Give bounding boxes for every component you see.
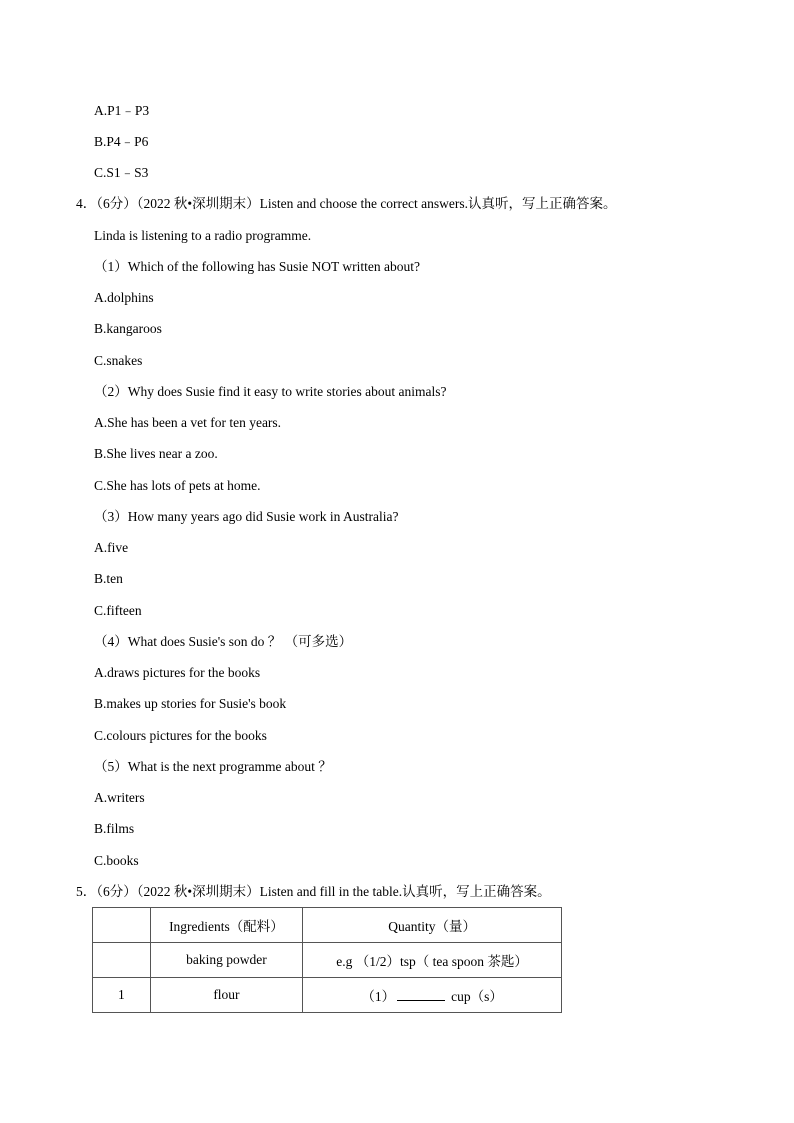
table-header-row <box>93 908 562 943</box>
q4-sub5-option-c: C.books <box>94 853 139 868</box>
table-cell-blank <box>303 978 562 1013</box>
q4-sub1-option-a: A.dolphins <box>94 290 154 305</box>
q4-sub4-option-c: C.colours pictures for the books <box>94 728 267 743</box>
q4-sub2-option-b: B.She lives near a zoo. <box>94 446 218 461</box>
table-cell: baking powder <box>150 943 302 978</box>
q4-sub3-question: （3）How many years ago did Susie work in Australia? <box>94 509 399 524</box>
q4-sub2-option-a: A.She has been a vet for ten years. <box>94 415 282 430</box>
q4-sub2-question: （2）Why does Susie find it easy to write stories about animals? <box>94 384 447 399</box>
table-header-cell <box>93 908 151 943</box>
q4-sub5-option-a: A.writers <box>94 790 145 805</box>
table-cell <box>93 943 151 978</box>
q4-header: 4．（6分）（2022 秋•深圳期末）Listen and choose the correct answers.认真听，写上正确答案。 <box>76 196 617 211</box>
q5-header: 5．（6分）（2022 秋•深圳期末）Listen and fill in the table.认真听，写上正确答案。 <box>76 884 551 899</box>
q4-sub1-question: （1）Which of the following has Susie NOT written about? <box>94 259 420 274</box>
blank-unit: cup（s） <box>451 989 503 1004</box>
table-row <box>93 943 562 978</box>
q4-sub4-option-a: A.draws pictures for the books <box>94 665 261 680</box>
q3-option-c: C.S1﹣S3 <box>94 165 149 180</box>
q4-intro: Linda is listening to a radio programme. <box>94 228 312 243</box>
table-row <box>93 978 562 1013</box>
ingredients-table <box>92 907 562 1013</box>
answer-blank[interactable] <box>397 987 445 1001</box>
table-header-cell: Ingredients（配料） <box>150 908 302 943</box>
q3-option-b: B.P4﹣P6 <box>94 134 149 149</box>
q4-sub3-option-b: B.ten <box>94 571 123 586</box>
q4-sub3-option-a: A.five <box>94 540 129 555</box>
q4-sub2-option-c: C.She has lots of pets at home. <box>94 478 261 493</box>
q4-sub4-question: （4）What does Susie's son do ？ （可多选） <box>94 634 353 649</box>
q3-option-a: A.P1﹣P3 <box>94 103 150 118</box>
q4-sub5-question: （5）What is the next programme about ？ <box>94 759 332 774</box>
q4-sub1-option-b: B.kangaroos <box>94 321 162 336</box>
table-cell: flour <box>150 978 302 1013</box>
q4-sub5-option-b: B.films <box>94 821 135 836</box>
table-cell: 1 <box>93 978 151 1013</box>
q4-sub1-option-c: C.snakes <box>94 353 143 368</box>
q4-sub3-option-c: C.fifteen <box>94 603 142 618</box>
table-cell: e.g （1/2）tsp（ tea spoon 茶匙） <box>303 943 562 978</box>
q4-sub4-option-b: B.makes up stories for Susie's book <box>94 696 287 711</box>
table-header-cell: Quantity（量） <box>303 908 562 943</box>
blank-number: （1） <box>361 989 396 1004</box>
